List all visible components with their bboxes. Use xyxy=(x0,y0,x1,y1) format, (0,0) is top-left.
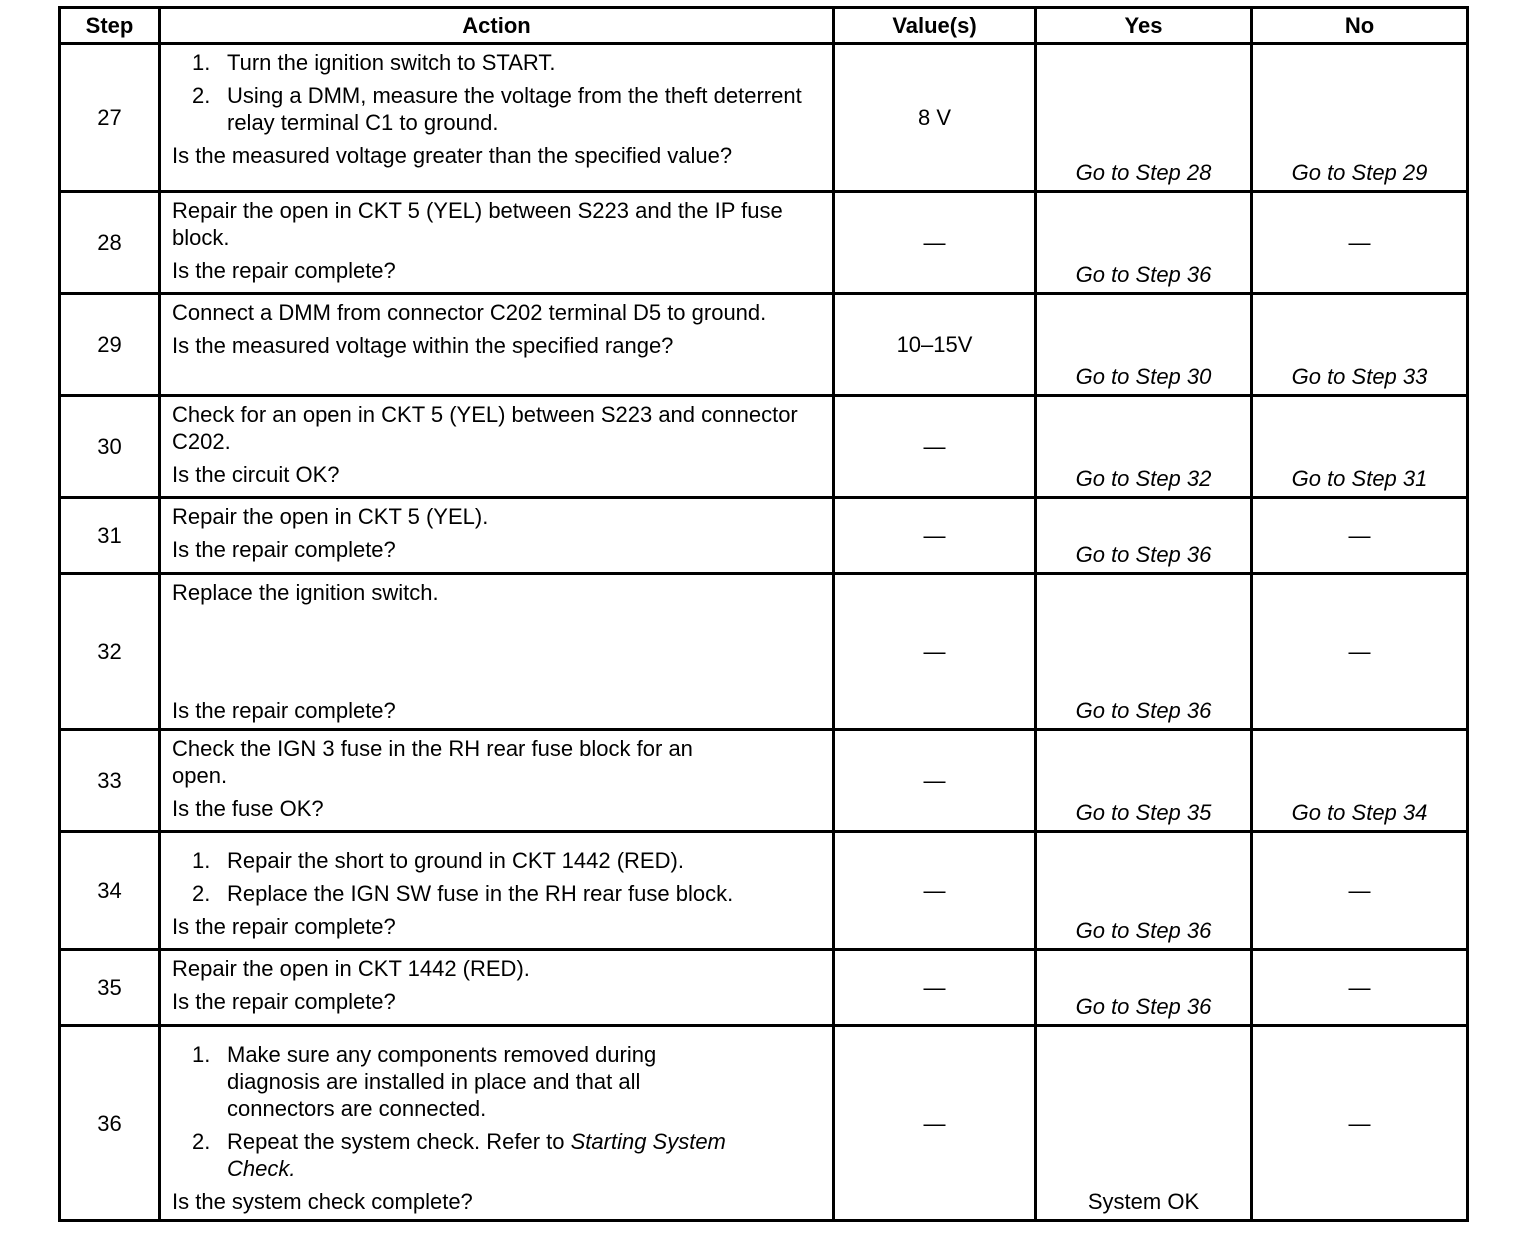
yes-link[interactable]: Go to Step 28 xyxy=(1036,44,1252,192)
header-action: Action xyxy=(160,8,834,44)
table-row-34 xyxy=(60,832,1468,950)
action-question: Is the measured voltage within the specified range? xyxy=(172,333,674,358)
diagnostic-table xyxy=(58,6,1469,1222)
yes-link[interactable]: Go to Step 36 xyxy=(1036,832,1252,950)
step-number: 33 xyxy=(60,730,160,832)
action-question: Is the repair complete? xyxy=(172,989,396,1014)
action-cell xyxy=(160,396,834,498)
action-text: Repair the open in CKT 5 (YEL) between S223 and the IP fuse block. xyxy=(172,198,783,250)
no-dash: — xyxy=(1252,498,1468,574)
list-item: 1. Make sure any components removed during diagnosis are installed in place and that all connectors are connected. xyxy=(192,1042,657,1121)
action-question: Is the repair complete? xyxy=(172,537,396,562)
step-number: 36 xyxy=(60,1026,160,1221)
no-dash: — xyxy=(1252,1026,1468,1221)
step-number: 29 xyxy=(60,294,160,396)
step-number: 34 xyxy=(60,832,160,950)
yes-link[interactable]: Go to Step 35 xyxy=(1036,730,1252,832)
action-cell xyxy=(160,574,834,730)
action-cell xyxy=(160,832,834,950)
action-list xyxy=(172,1041,822,1188)
action-cell xyxy=(160,1026,834,1221)
table-row-36 xyxy=(60,1026,1468,1221)
yes-result: System OK xyxy=(1036,1026,1252,1221)
table-row-30 xyxy=(60,396,1468,498)
no-link[interactable]: Go to Step 34 xyxy=(1252,730,1468,832)
header-yes: Yes xyxy=(1036,8,1252,44)
value-cell: — xyxy=(834,192,1036,294)
no-link[interactable]: Go to Step 29 xyxy=(1252,44,1468,192)
step-number: 28 xyxy=(60,192,160,294)
header-no: No xyxy=(1252,8,1468,44)
action-question: Is the repair complete? xyxy=(172,914,396,939)
no-dash: — xyxy=(1252,950,1468,1026)
no-dash: — xyxy=(1252,574,1468,730)
table-row-33 xyxy=(60,730,1468,832)
value-cell: — xyxy=(834,1026,1036,1221)
no-link[interactable]: Go to Step 31 xyxy=(1252,396,1468,498)
step-number: 30 xyxy=(60,396,160,498)
header-row xyxy=(60,8,1468,44)
action-list xyxy=(172,49,822,142)
value-cell: 8 V xyxy=(834,44,1036,192)
header-values: Value(s) xyxy=(834,8,1036,44)
value-cell: — xyxy=(834,396,1036,498)
list-item: 2. Repeat the system check. Refer to Starting System Check. xyxy=(192,1129,726,1181)
action-text: Connect a DMM from connector C202 terminal D5 to ground. xyxy=(172,300,767,325)
yes-link[interactable]: Go to Step 36 xyxy=(1036,950,1252,1026)
header-step: Step xyxy=(60,8,160,44)
table-row-27 xyxy=(60,44,1468,192)
action-cell xyxy=(160,498,834,574)
action-cell xyxy=(160,294,834,396)
list-item: 1. Turn the ignition switch to START. xyxy=(192,50,556,75)
no-dash: — xyxy=(1252,192,1468,294)
table-row-32 xyxy=(60,574,1468,730)
action-cell xyxy=(160,730,834,832)
action-text: Repair the open in CKT 5 (YEL). xyxy=(172,504,489,529)
list-item: 2. Replace the IGN SW fuse in the RH rear fuse block. xyxy=(192,881,734,906)
action-question: Is the fuse OK? xyxy=(172,796,324,821)
action-cell xyxy=(160,950,834,1026)
yes-link[interactable]: Go to Step 32 xyxy=(1036,396,1252,498)
value-cell: 10–15V xyxy=(834,294,1036,396)
table-row-28 xyxy=(60,192,1468,294)
action-question: Is the repair complete? xyxy=(172,258,396,283)
table-row-35 xyxy=(60,950,1468,1026)
action-text: Repair the open in CKT 1442 (RED). xyxy=(172,956,530,981)
list-item: 1. Repair the short to ground in CKT 1442 (RED). xyxy=(192,848,684,873)
value-cell: — xyxy=(834,832,1036,950)
value-cell: — xyxy=(834,730,1036,832)
list-item: 2. Using a DMM, measure the voltage from the theft deterrent relay terminal C1 to ground. xyxy=(192,83,802,135)
action-cell xyxy=(160,44,834,192)
action-text: Check the IGN 3 fuse in the RH rear fuse block for an open. xyxy=(172,736,693,788)
action-list xyxy=(172,847,822,913)
action-text: Replace the ignition switch. xyxy=(172,580,439,605)
value-cell: — xyxy=(834,498,1036,574)
value-cell: — xyxy=(834,950,1036,1026)
action-cell xyxy=(160,192,834,294)
action-text: Check for an open in CKT 5 (YEL) between S223 and connector C202. xyxy=(172,402,798,454)
step-number: 31 xyxy=(60,498,160,574)
step-number: 27 xyxy=(60,44,160,192)
action-question: Is the circuit OK? xyxy=(172,462,340,487)
action-question: Is the system check complete? xyxy=(172,1189,473,1214)
no-link[interactable]: Go to Step 33 xyxy=(1252,294,1468,396)
yes-link[interactable]: Go to Step 36 xyxy=(1036,574,1252,730)
link-starting-system-check[interactable]: Starting System Check. xyxy=(227,1129,726,1181)
yes-link[interactable]: Go to Step 36 xyxy=(1036,498,1252,574)
step-number: 32 xyxy=(60,574,160,730)
yes-link[interactable]: Go to Step 30 xyxy=(1036,294,1252,396)
no-dash: — xyxy=(1252,832,1468,950)
step-number: 35 xyxy=(60,950,160,1026)
action-question: Is the measured voltage greater than the specified value? xyxy=(172,143,733,168)
yes-link[interactable]: Go to Step 36 xyxy=(1036,192,1252,294)
value-cell: — xyxy=(834,574,1036,730)
table-row-29 xyxy=(60,294,1468,396)
action-question: Is the repair complete? xyxy=(172,698,396,723)
table-row-31 xyxy=(60,498,1468,574)
